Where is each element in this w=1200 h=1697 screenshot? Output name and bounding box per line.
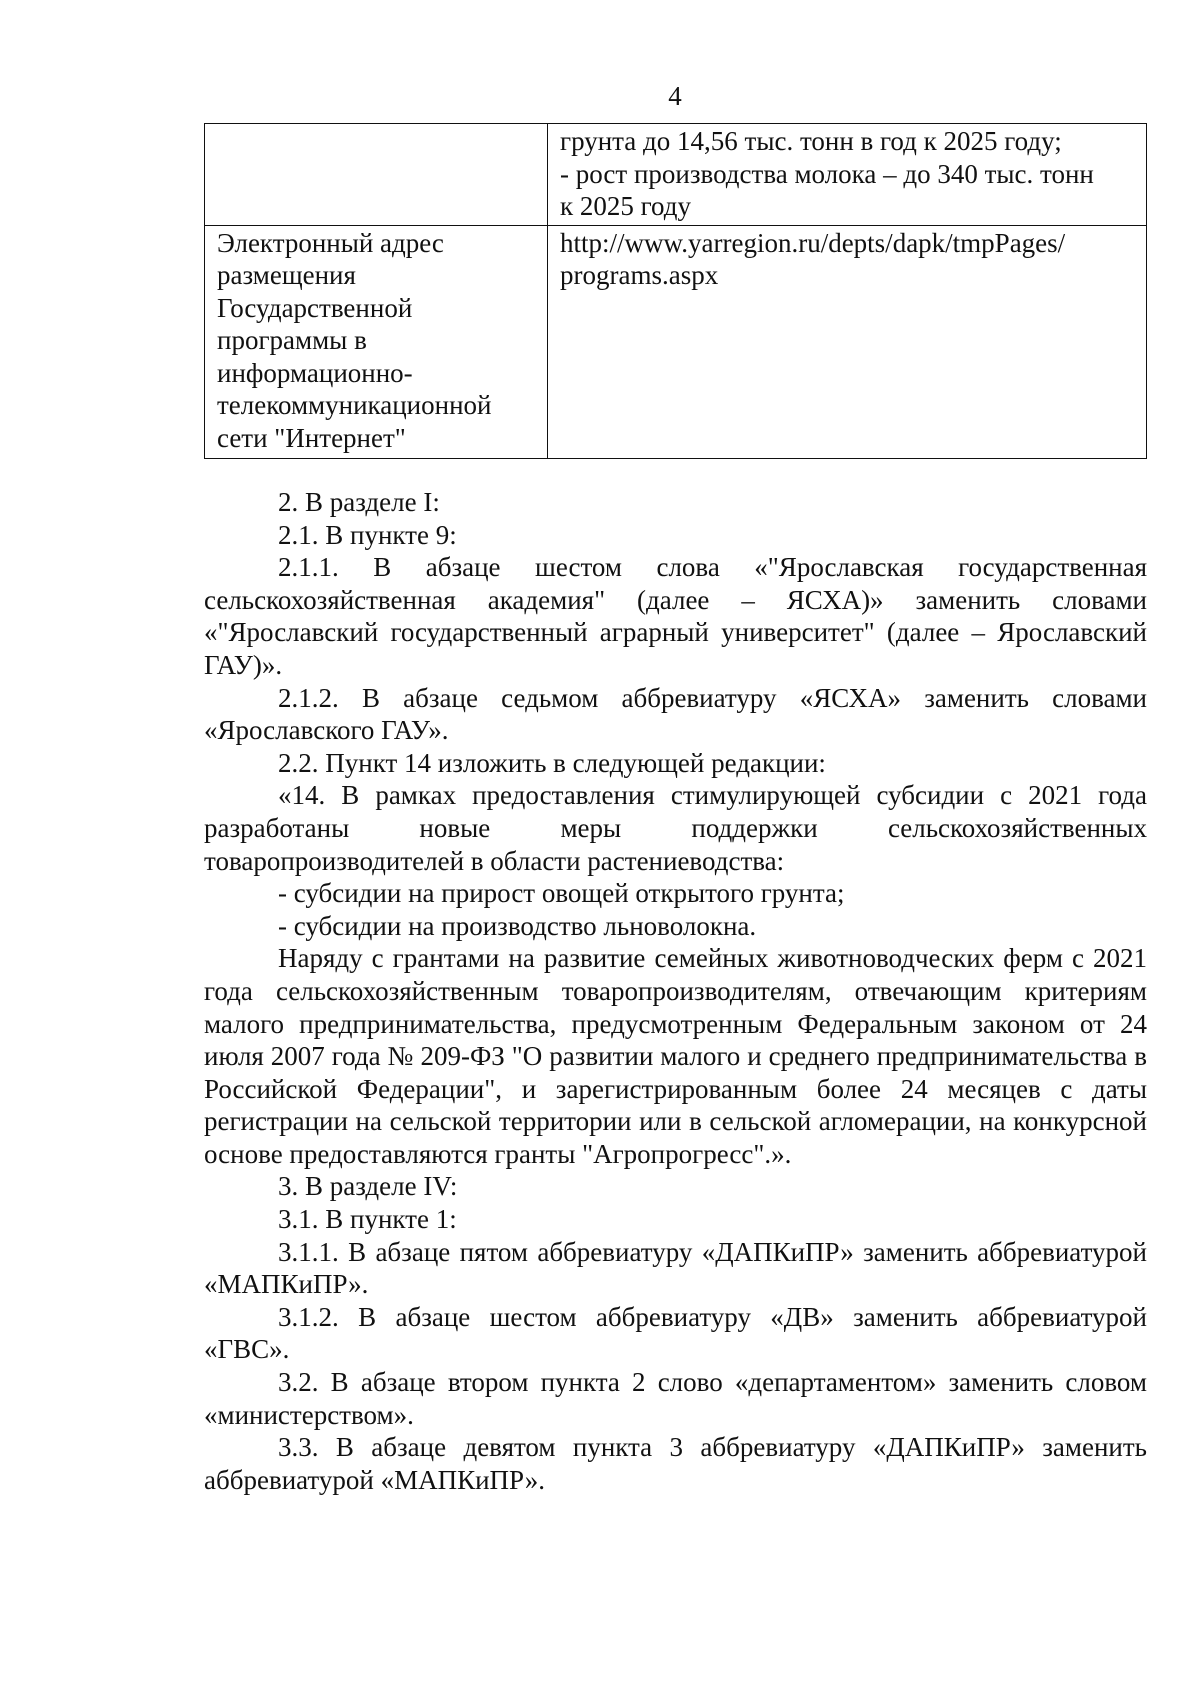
paragraph: 3.1.2. В абзаце шестом аббревиатуру «ДВ» заменить аббревиатурой «ГВС».	[204, 1301, 1147, 1365]
paragraph: 2.1.2. В абзаце седьмом аббревиатуру «ЯСХА» заменить словами «Ярославского ГАУ».	[204, 682, 1147, 746]
program-passport-table	[204, 123, 1147, 459]
paragraph: - субсидии на прирост овощей открытого грунта;	[278, 878, 845, 909]
paragraph: 2.1. В пункте 9:	[278, 519, 457, 550]
table-cell-value	[548, 124, 1147, 226]
table-row	[205, 225, 1147, 459]
table-cell-value	[548, 225, 1147, 459]
paragraph: 3. В разделе IV:	[278, 1171, 458, 1202]
paragraph: 2. В разделе I:	[278, 487, 440, 517]
cell-text-line: Государственной	[217, 292, 413, 323]
cell-text-line: информационно-	[217, 357, 413, 388]
cell-text-line: грунта до 14,56 тыс. тонн в год к 2025 году;	[560, 126, 1062, 156]
cell-text-line: сети "Интернет"	[217, 422, 406, 453]
cell-text-line: к 2025 году	[560, 191, 691, 221]
cell-text-line: размещения	[217, 260, 356, 290]
paragraph: Наряду с грантами на развитие семейных животноводческих ферм с 2021 года сельскохозяйственным товаропроизводителям, отвечающим критериям малого предпринимательства, предусмотренным Федеральным законом от 24 июля 2007 года № 209-ФЗ "О развитии малого и среднего предпринимательства в Российской Федерации", и зарегистрированным более 24 месяцев с даты регистрации на сельской территории или в сельской агломерации, на конкурсной основе предоставляются гранты "Агропрогресс".».	[204, 943, 1147, 1169]
paragraph: 3.1. В пункте 1:	[278, 1204, 457, 1235]
table-row	[205, 124, 1147, 226]
page-number: 4	[668, 81, 682, 111]
table-cell-label	[205, 124, 548, 226]
cell-text-line: - рост производства молока – до 340 тыс. тонн	[560, 158, 1094, 189]
paragraph: «14. В рамках предоставления стимулирующей субсидии с 2021 года разработаны новые меры поддержки сельскохозяйственных товаропроизводителей в области растениеводства:	[204, 780, 1147, 876]
table-cell-label	[205, 225, 548, 459]
paragraph: 2.1.1. В абзаце шестом слова «"Ярославская государственная сельскохозяйственная академия" (далее – ЯСХА)» заменить словами «"Ярославский государственный аграрный университет" (далее – Ярославский ГАУ)».	[204, 552, 1147, 680]
program-url: programs.aspx	[560, 260, 719, 290]
paragraph: 3.3. В абзаце девятом пункта 3 аббревиатуру «ДАПКиПР» заменить аббревиатурой «МАПКиПР».	[204, 1432, 1147, 1495]
paragraph: 2.2. Пункт 14 изложить в следующей редакции:	[278, 747, 826, 778]
amendments-text	[204, 486, 1147, 1496]
cell-text-line: телекоммуникационной	[217, 390, 492, 420]
cell-text-line: программы в	[217, 325, 367, 355]
program-url: http://www.yarregion.ru/depts/dapk/tmpPages/	[560, 227, 1066, 258]
paragraph: 3.2. В абзаце втором пункта 2 слово «департаментом» заменить словом «министерством».	[204, 1367, 1147, 1430]
cell-text-line: Электронный адрес	[217, 227, 444, 258]
paragraph: 3.1.1. В абзаце пятом аббревиатуру «ДАПКиПР» заменить аббревиатурой «МАПКиПР».	[204, 1236, 1147, 1300]
paragraph: - субсидии на производство льноволокна.	[278, 910, 757, 941]
